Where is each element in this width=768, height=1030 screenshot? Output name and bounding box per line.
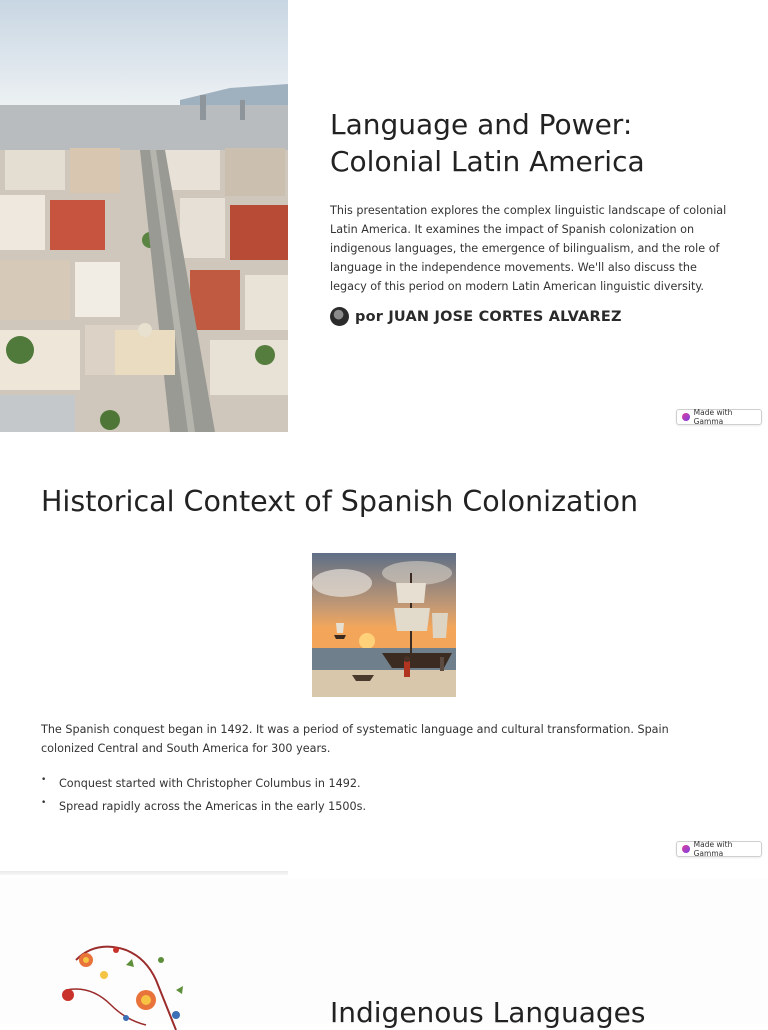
slide-description: The Spanish conquest began in 1492. It was a period of systematic language and cultural transformation. Spain colonized Central and South America for 300 years.	[41, 723, 669, 755]
badge-label: Made with Gamma	[693, 408, 733, 426]
badge-label: Made with Gamma	[693, 840, 733, 858]
slide-title	[0, 0, 768, 432]
slide-divider	[0, 871, 288, 875]
made-with-gamma-badge[interactable]	[676, 841, 762, 857]
slide-historical-context	[0, 432, 768, 864]
made-with-gamma-badge[interactable]	[676, 409, 762, 425]
ship-sunset-image	[312, 553, 456, 697]
bullet-item: • Conquest started with Christopher Columbus in 1492.	[41, 772, 366, 795]
slide-title: Indigenous Languages	[330, 996, 646, 1029]
slide-title: Historical Context of Spanish Colonization	[41, 485, 639, 518]
slide-indigenous-languages	[0, 878, 768, 1029]
author-name: por JUAN JOSE CORTES ALVAREZ	[355, 308, 622, 325]
bullet-list	[41, 772, 366, 818]
author-avatar	[330, 307, 349, 326]
presentation-title: Language and Power: Colonial Latin America	[330, 108, 645, 178]
floral-map-image	[56, 930, 216, 1030]
gamma-logo-icon	[682, 413, 690, 421]
gamma-logo-icon	[682, 845, 690, 853]
bullet-item: • Spread rapidly across the Americas in the early 1500s.	[41, 795, 366, 818]
presentation-description: This presentation explores the complex linguistic landscape of colonial Latin America. It examines the impact of Spanish colonization on indigenous languages, the emergence of bilingualism, and the role of language in the independence movements. We'll also discuss the legacy of this period on modern Latin American linguistic diversity.	[330, 204, 727, 293]
author-line	[330, 307, 622, 326]
city-aerial-image	[0, 0, 288, 432]
